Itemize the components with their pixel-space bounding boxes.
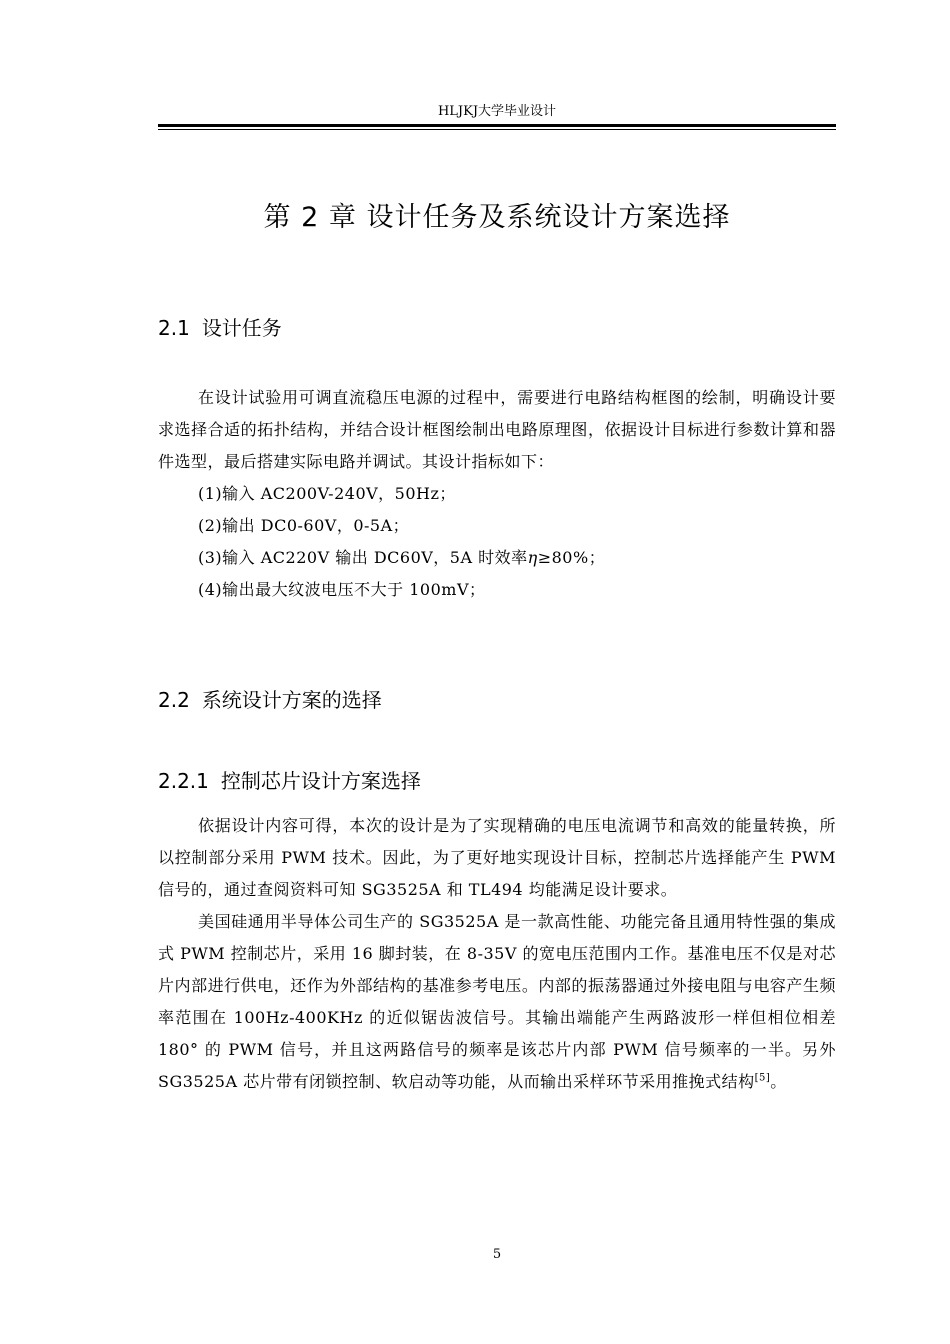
design-task-paragraph: 在设计试验用可调直流稳压电源的过程中，需要进行电路结构框图的绘制，明确设计要求选择合适的拓扑结构，并结合设计框图绘制出电路原理图，依据设计目标进行参数计算和器件选型，最后搭建实际电路并调试。其设计指标如下： [158, 388, 836, 471]
efficiency-symbol: η [527, 548, 538, 567]
section-number: 2.1 [158, 316, 190, 340]
section-2-1-body [158, 382, 836, 606]
section-title: 设计任务 [201, 316, 282, 340]
citation: [5] [754, 1072, 771, 1084]
section-title: 系统设计方案的选择 [201, 688, 382, 712]
sg3525a-paragraph [158, 906, 836, 1098]
header-rule-thin [158, 129, 836, 130]
section-2-2-1-body [158, 810, 836, 1098]
section-heading-2-2 [158, 685, 382, 715]
chapter-title: 第 2 章 设计任务及系统设计方案选择 [263, 202, 731, 233]
section-number: 2.2 [158, 688, 190, 712]
spec-item-3 [158, 542, 836, 574]
spec-item-2: (2)输出 DC0-60V，0-5A； [198, 516, 410, 535]
page-number: 5 [492, 1247, 502, 1262]
running-header: HLJKJ大学毕业设计 [437, 104, 557, 119]
sg3525a-end: 。 [770, 1072, 787, 1091]
spec-item-1: (1)输入 AC200V-240V，50Hz； [198, 484, 456, 503]
spec-item-3-prefix: (3)输入 AC220V 输出 DC60V，5A 时效率 [198, 548, 528, 567]
section-title: 控制芯片设计方案选择 [220, 769, 421, 793]
section-number: 2.2.1 [158, 769, 209, 793]
section-heading-2-2-1 [158, 766, 421, 796]
sg3525a-text: 美国硅通用半导体公司生产的 SG3525A 是一款高性能、功能完备且通用特性强的集成式 PWM 控制芯片，采用 16 脚封装，在 8-35V 的宽电压范围内工作。基准电压不仅是对芯片内部进行供电，还作为外部结构的基准参考电压。内部的振荡器通过外接电阻与电容产生频率范围在 100Hz-400KHz 的近似锯齿波信号。其输出端能产生两路波形一样但相位相差 180° 的 PWM 信号，并且这两路信号的频率是该芯片内部 PWM 信号频率的一半。另外 SG3525A 芯片带有闭锁控制、软启动等功能，从而输出采样环节采用推挽式结构 [158, 912, 836, 1091]
spec-item-4: (4)输出最大纹波电压不大于 100mV； [198, 580, 486, 599]
chip-selection-paragraph: 依据设计内容可得，本次的设计是为了实现精确的电压电流调节和高效的能量转换，所以控制部分采用 PWM 技术。因此，为了更好地实现设计目标，控制芯片选择能产生 PWM 信号的，通过查阅资料可知 SG3525A 和 TL494 均能满足设计要求。 [158, 816, 836, 899]
header-rule-thick [158, 124, 836, 127]
section-heading-2-1 [158, 313, 282, 343]
spec-item-3-suffix: ≥80%； [537, 548, 606, 567]
